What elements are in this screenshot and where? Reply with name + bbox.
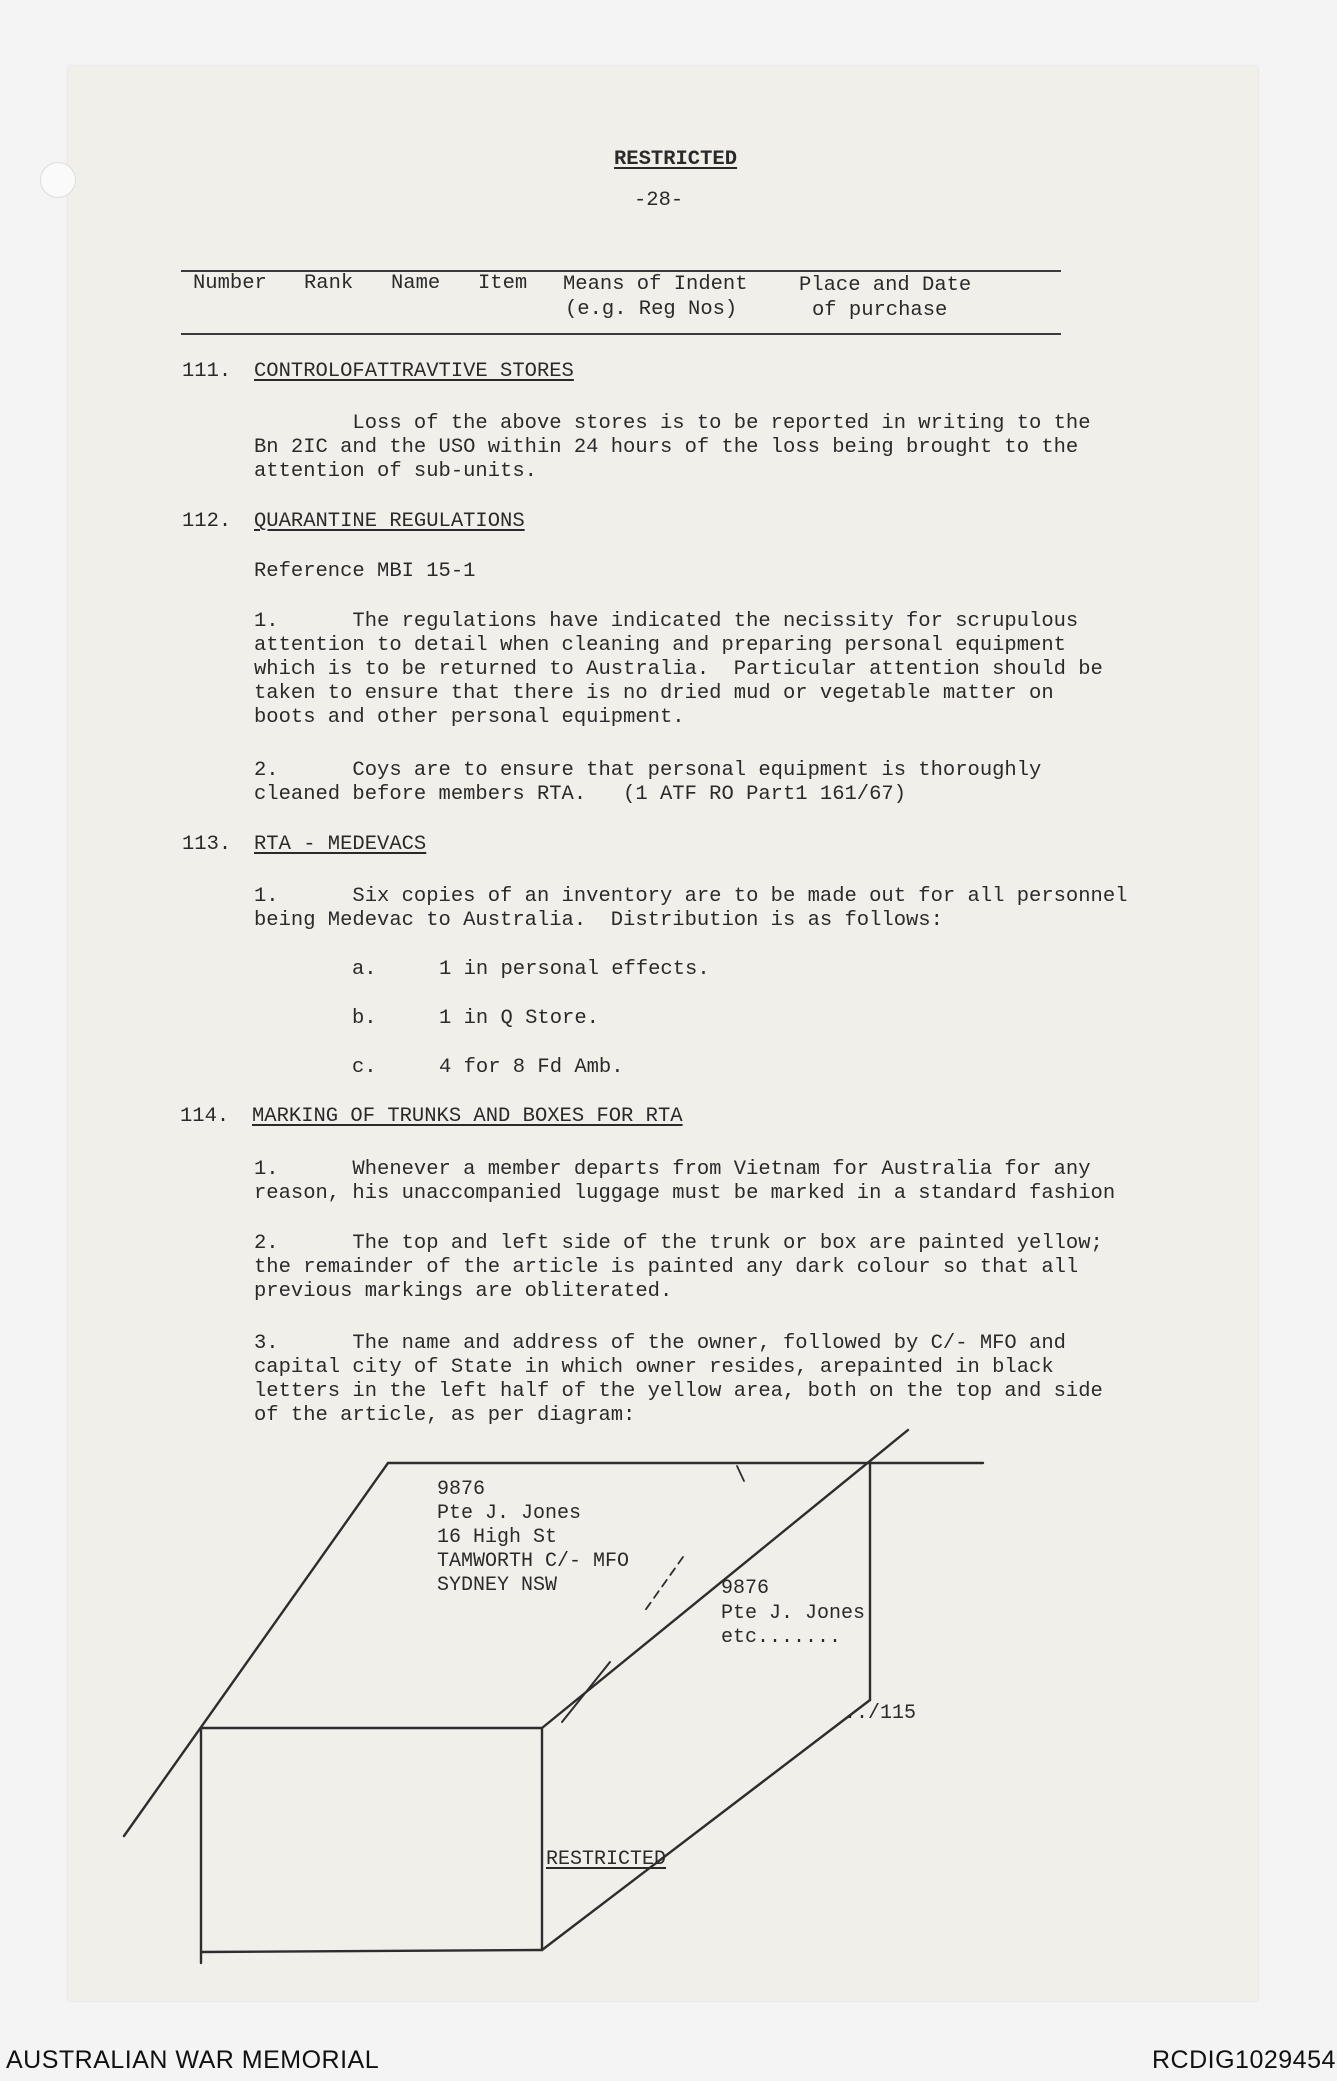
section-112-para1-line-2: attention to detail when cleaning and preparing personal equipment: [254, 634, 1066, 657]
column-means-of-indent-sub: (e.g. Reg Nos): [565, 298, 738, 321]
diagram-inner-diagonal: [562, 1662, 610, 1722]
top-label-line-4: TAMWORTH C/- MFO: [437, 1550, 630, 1573]
section-114-para1-line-1: 1. Whenever a member departs from Vietnam for Australia for any: [254, 1158, 1091, 1181]
column-item: Item: [478, 272, 528, 295]
section-112-number: 112.: [182, 510, 232, 533]
diagram-bottom-diagonal: [542, 1700, 870, 1950]
section-114-number: 114.: [180, 1105, 230, 1128]
side-label-line-3: etc.......: [721, 1626, 842, 1649]
section-112-title: QUARANTINE REGULATIONS: [254, 510, 525, 533]
section-114-title: MARKING OF TRUNKS AND BOXES FOR RTA: [252, 1105, 683, 1128]
diagram-front-bottom: [201, 1950, 542, 1952]
classification-header: RESTRICTED: [614, 148, 738, 171]
diagram-tick-mark: [737, 1466, 744, 1481]
top-label-line-2: Pte J. Jones: [437, 1502, 582, 1525]
column-means-of-indent: Means of Indent: [563, 273, 748, 296]
side-label-line-1: 9876: [721, 1577, 770, 1600]
diagram-left-diagonal: [124, 1463, 388, 1836]
archive-footer-right: RCDIG1029454: [1152, 2046, 1336, 2074]
section-114-para2-line-1: 2. The top and left side of the trunk or box are painted yellow;: [254, 1232, 1103, 1255]
section-114-para2-line-3: previous markings are obliterated.: [254, 1280, 673, 1303]
distribution-item-c-text: 4 for 8 Fd Amb.: [439, 1056, 624, 1079]
section-113-para1-line-1: 1. Six copies of an inventory are to be made out for all personnel: [254, 885, 1128, 908]
side-label-line-2: Pte J. Jones: [721, 1602, 866, 1625]
section-114-para3-line-4: of the article, as per diagram:: [254, 1404, 636, 1427]
column-rank: Rank: [304, 272, 354, 295]
classification-footer: RESTRICTED: [546, 1848, 667, 1871]
section-111-line-2: Bn 2IC and the USO within 24 hours of the loss being brought to the: [254, 436, 1079, 459]
section-113-para1-line-2: being Medevac to Australia. Distribution is as follows:: [254, 909, 943, 932]
top-label-line-5: SYDNEY NSW: [437, 1574, 558, 1597]
section-112-para1-line-5: boots and other personal equipment.: [254, 706, 685, 729]
section-112-para1-line-3: which is to be returned to Australia. Particular attention should be: [254, 658, 1103, 681]
section-112-para1-line-1: 1. The regulations have indicated the necissity for scrupulous: [254, 610, 1079, 633]
column-number: Number: [193, 272, 267, 295]
section-112-reference: Reference MBI 15-1: [254, 560, 476, 583]
page-number: -28-: [634, 189, 684, 212]
section-113-number: 113.: [182, 833, 232, 856]
diagram-dashed-mark: [644, 1557, 683, 1612]
section-114-para2-line-2: the remainder of the article is painted any dark colour so that all: [254, 1256, 1079, 1279]
section-111-line-1: Loss of the above stores is to be reported in writing to the: [254, 412, 1091, 435]
section-112-para2-line-2: cleaned before members RTA. (1 ATF RO Part1 161/67): [254, 783, 907, 806]
continuation-marker: ../115: [844, 1702, 917, 1725]
section-111-title: CONTROLOFATTRAVTIVE STORES: [254, 360, 574, 383]
archive-footer-left: AUSTRALIAN WAR MEMORIAL: [6, 2046, 380, 2074]
section-111-line-3: attention of sub-units.: [254, 460, 537, 483]
section-111-number: 111.: [182, 360, 232, 383]
section-113-title: RTA - MEDEVACS: [254, 833, 427, 856]
column-place-and-date: Place and Date: [799, 274, 972, 297]
top-label-line-3: 16 High St: [437, 1526, 558, 1549]
distribution-item-a-text: 1 in personal effects.: [439, 958, 710, 981]
section-114-para1-line-2: reason, his unaccompanied luggage must be marked in a standard fashion: [254, 1182, 1116, 1205]
distribution-item-b-letter: b.: [352, 1007, 377, 1030]
distribution-item-c-letter: c.: [352, 1056, 377, 1079]
section-112-para2-line-1: 2. Coys are to ensure that personal equipment is thoroughly: [254, 759, 1042, 782]
top-label-line-1: 9876: [437, 1478, 486, 1501]
section-112-para1-line-4: taken to ensure that there is no dried mud or vegetable matter on: [254, 682, 1054, 705]
distribution-item-a-letter: a.: [352, 958, 377, 981]
column-place-and-date-sub: of purchase: [812, 299, 948, 322]
column-name: Name: [391, 272, 441, 295]
section-114-para3-line-3: letters in the left half of the yellow area, both on the top and side: [254, 1380, 1103, 1403]
section-114-para3-line-2: capital city of State in which owner resides, arepainted in black: [254, 1356, 1054, 1379]
section-114-para3-line-1: 3. The name and address of the owner, followed by C/- MFO and: [254, 1332, 1066, 1355]
distribution-item-b-text: 1 in Q Store.: [439, 1007, 599, 1030]
